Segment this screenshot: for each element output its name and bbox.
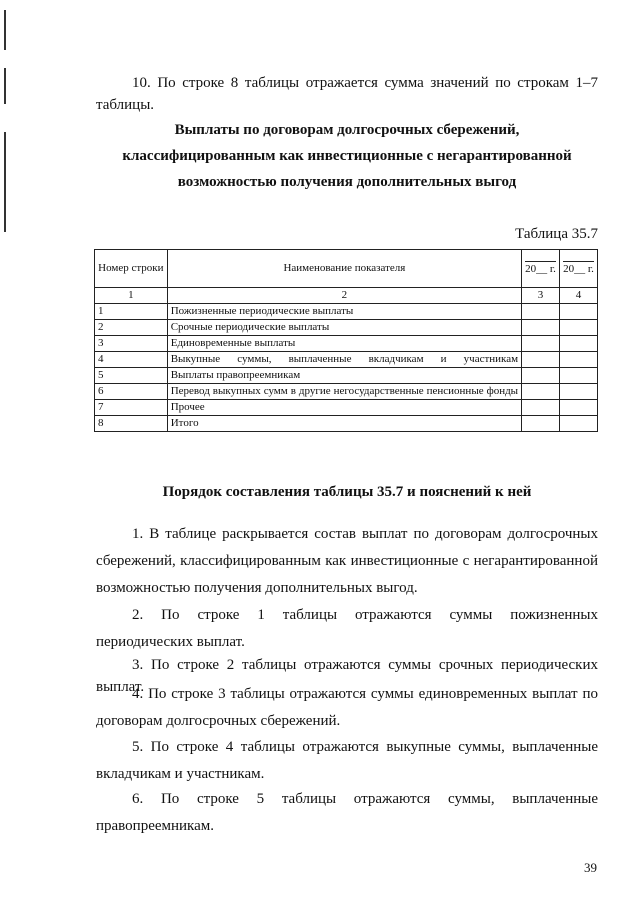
row-value-2	[560, 352, 598, 368]
scan-margin-mark	[4, 10, 6, 50]
column-number: 3	[522, 288, 560, 304]
section-title-line-1: Выплаты по договорам долгосрочных сбережений,	[174, 122, 520, 138]
row-number: 8	[95, 416, 168, 432]
header-year-1-label: 20__ г.	[525, 263, 556, 275]
header-year-1	[522, 250, 560, 288]
row-number: 4	[95, 352, 168, 368]
row-number: 1	[95, 304, 168, 320]
section-title-line-3: возможностью получения дополнительных выгод	[177, 174, 517, 190]
table-caption: Таблица 35.7	[515, 226, 598, 242]
row-name: Выкупные суммы, выплаченные вкладчикам и участникам	[167, 352, 521, 368]
page-number: 39	[584, 860, 597, 875]
row-name: Единовременные выплаты	[167, 336, 521, 352]
header-year-2	[560, 250, 598, 288]
row-name: Выплаты правопреемникам	[167, 368, 521, 384]
row-name: Итого	[167, 416, 521, 432]
header-year-2-label: 20__ г.	[563, 263, 594, 275]
header-row-number: Номер строки	[95, 250, 168, 288]
row-value-1	[522, 320, 560, 336]
table-row	[95, 400, 598, 416]
row-value-1	[522, 304, 560, 320]
paragraph-2: 2. По строке 1 таблицы отражаются суммы пожизненных периодических выплат.	[96, 607, 598, 650]
row-name: Перевод выкупных сумм в другие негосударственные пенсионные фонды	[167, 384, 521, 400]
row-value-1	[522, 336, 560, 352]
row-name: Срочные периодические выплаты	[167, 320, 521, 336]
row-number: 7	[95, 400, 168, 416]
row-value-1	[522, 400, 560, 416]
payments-table	[94, 249, 598, 432]
row-value-2	[560, 336, 598, 352]
paragraph-6: 6. По строке 5 таблицы отражаются суммы, выплаченные правопреемникам.	[96, 791, 598, 834]
row-value-2	[560, 304, 598, 320]
paragraph-5: 5. По строке 4 таблицы отражаются выкупные суммы, выплаченные вкладчикам и участникам.	[96, 739, 598, 782]
procedure-title: Порядок составления таблицы 35.7 и пояснений к ней	[162, 484, 532, 500]
row-value-2	[560, 384, 598, 400]
row-value-2	[560, 400, 598, 416]
table-header-row	[95, 250, 598, 288]
row-number: 5	[95, 368, 168, 384]
column-number: 1	[95, 288, 168, 304]
section-title-line-2: классифицированным как инвестиционные с негарантированной	[122, 148, 572, 164]
scan-margin-mark	[4, 132, 6, 232]
paragraph-1: 1. В таблице раскрывается состав выплат по договорам долгосрочных сбережений, классифицированным как инвестиционные с негарантированной возможностью получения дополнительных выгод.	[96, 526, 598, 596]
column-number-row	[95, 288, 598, 304]
row-name: Пожизненные периодические выплаты	[167, 304, 521, 320]
table-row	[95, 320, 598, 336]
row-value-1	[522, 416, 560, 432]
row-name: Прочее	[167, 400, 521, 416]
row-value-1	[522, 368, 560, 384]
row-value-2	[560, 320, 598, 336]
scan-margin-mark	[4, 68, 6, 104]
table-row	[95, 304, 598, 320]
column-number: 4	[560, 288, 598, 304]
table-row	[95, 336, 598, 352]
row-value-2	[560, 368, 598, 384]
row-value-1	[522, 352, 560, 368]
table-row	[95, 416, 598, 432]
intro-paragraph: 10. По строке 8 таблицы отражается сумма значений по строкам 1–7 таблицы.	[96, 75, 598, 113]
row-number: 2	[95, 320, 168, 336]
header-indicator-name: Наименование показателя	[167, 250, 521, 288]
paragraph-3: 3. По строке 2 таблицы отражаются суммы срочных периодических выплат.	[96, 657, 598, 695]
row-number: 3	[95, 336, 168, 352]
row-number: 6	[95, 384, 168, 400]
table-row	[95, 352, 598, 368]
row-value-2	[560, 416, 598, 432]
row-value-1	[522, 384, 560, 400]
table-row	[95, 384, 598, 400]
paragraph-4: 4. По строке 3 таблицы отражаются суммы единовременных выплат по договорам долгосрочных сбережений.	[96, 686, 598, 729]
table-row	[95, 368, 598, 384]
column-number: 2	[167, 288, 521, 304]
